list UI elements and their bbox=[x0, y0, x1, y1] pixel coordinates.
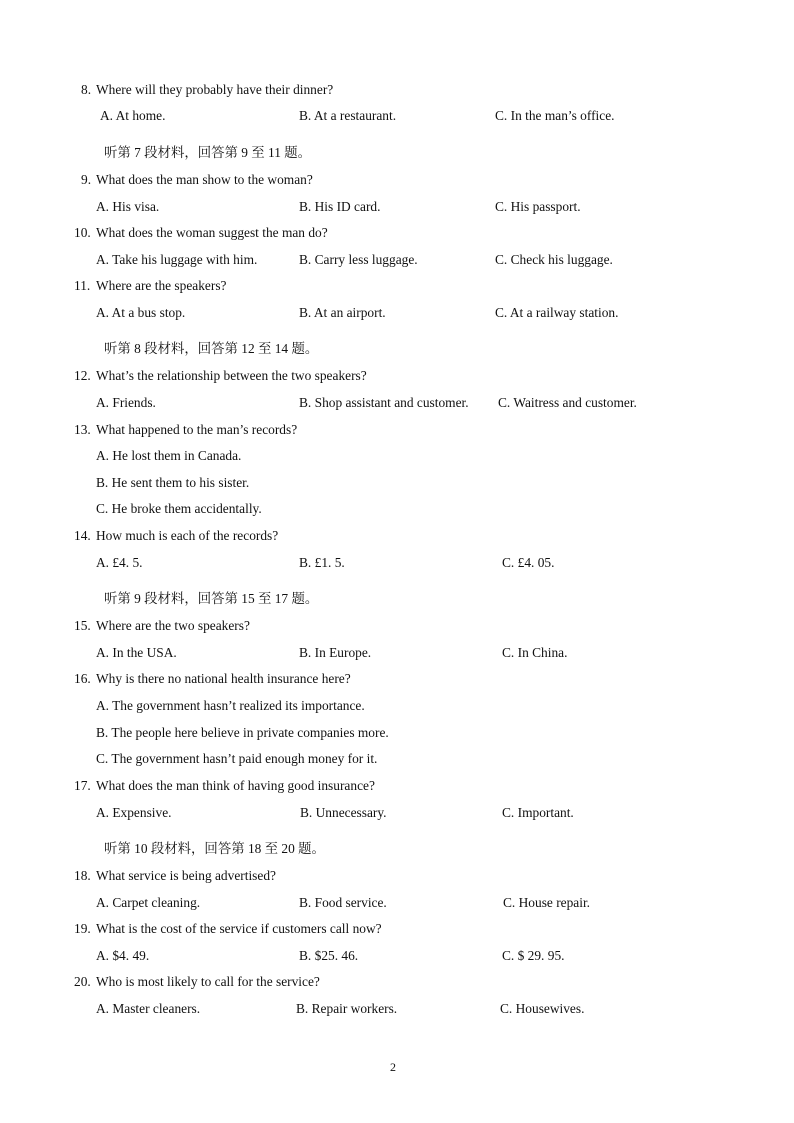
option-b: B. Unnecessary. bbox=[300, 805, 387, 820]
option-b: B. At a restaurant. bbox=[299, 108, 397, 123]
section-instruction: 听第 10 段材料，回答第 18 至 20 题。 bbox=[104, 841, 325, 856]
question-text: What happened to the man’s records? bbox=[96, 422, 298, 437]
option-a: A. Friends. bbox=[96, 395, 156, 410]
option-b: B. At an airport. bbox=[299, 305, 386, 320]
question-number: 10. bbox=[74, 225, 91, 240]
question-number: 8. bbox=[81, 82, 92, 97]
option-a: A. Take his luggage with him. bbox=[96, 252, 258, 267]
question-text: Who is most likely to call for the service? bbox=[96, 974, 320, 989]
option-b: B. His ID card. bbox=[299, 199, 381, 214]
answer-option-line: B. He sent them to his sister. bbox=[96, 475, 250, 490]
option-c: C. Important. bbox=[502, 805, 574, 820]
option-b: B. Food service. bbox=[299, 895, 387, 910]
option-b: B. Shop assistant and customer. bbox=[299, 395, 469, 410]
answer-option-line: A. He lost them in Canada. bbox=[96, 448, 242, 463]
answer-option-line: C. The government hasn’t paid enough money for it. bbox=[96, 751, 378, 766]
section-instruction: 听第 9 段材料，回答第 15 至 17 题。 bbox=[104, 591, 319, 606]
question-number: 17. bbox=[74, 778, 91, 793]
question-text: What does the man think of having good insurance? bbox=[96, 778, 375, 793]
option-c: C. At a railway station. bbox=[495, 305, 619, 320]
question-text: Where are the two speakers? bbox=[96, 618, 250, 633]
option-a: A. In the USA. bbox=[96, 645, 177, 660]
option-c: C. In China. bbox=[502, 645, 568, 660]
option-a: A. At a bus stop. bbox=[96, 305, 186, 320]
answer-option-line: B. The people here believe in private companies more. bbox=[96, 725, 389, 740]
question-text: What’s the relationship between the two speakers? bbox=[96, 368, 367, 383]
question-number: 20. bbox=[74, 974, 91, 989]
question-text: What does the woman suggest the man do? bbox=[96, 225, 328, 240]
question-number: 12. bbox=[74, 368, 91, 383]
answer-option-line: C. He broke them accidentally. bbox=[96, 501, 262, 516]
question-number: 13. bbox=[74, 422, 91, 437]
option-c: C. Check his luggage. bbox=[495, 252, 613, 267]
option-c: C. His passport. bbox=[495, 199, 581, 214]
question-text: How much is each of the records? bbox=[96, 528, 279, 543]
question-text: Why is there no national health insurance here? bbox=[96, 671, 351, 686]
option-c: C. House repair. bbox=[503, 895, 591, 910]
option-b: B. In Europe. bbox=[299, 645, 372, 660]
question-number: 19. bbox=[74, 921, 91, 936]
option-c: C. Housewives. bbox=[500, 1001, 585, 1016]
answer-option-line: A. The government hasn’t realized its importance. bbox=[96, 698, 365, 713]
question-text: What service is being advertised? bbox=[96, 868, 276, 883]
option-c: C. £4. 05. bbox=[502, 555, 555, 570]
option-b: B. Repair workers. bbox=[296, 1001, 398, 1016]
question-text: Where are the speakers? bbox=[96, 278, 227, 293]
question-text: What is the cost of the service if customers call now? bbox=[96, 921, 382, 936]
option-a: A. £4. 5. bbox=[96, 555, 143, 570]
question-number: 18. bbox=[74, 868, 91, 883]
option-c: C. $ 29. 95. bbox=[502, 948, 565, 963]
option-a: A. Expensive. bbox=[96, 805, 172, 820]
option-b: B. £1. 5. bbox=[299, 555, 345, 570]
question-text: Where will they probably have their dinner? bbox=[96, 82, 334, 97]
option-a: A. His visa. bbox=[96, 199, 160, 214]
question-number: 9. bbox=[81, 172, 92, 187]
page-number: 2 bbox=[390, 1060, 396, 1074]
option-a: A. At home. bbox=[100, 108, 166, 123]
option-c: C. In the man’s office. bbox=[495, 108, 615, 123]
question-number: 11. bbox=[74, 278, 91, 293]
section-instruction: 听第 8 段材料，回答第 12 至 14 题。 bbox=[104, 341, 319, 356]
option-a: A. Carpet cleaning. bbox=[96, 895, 201, 910]
option-a: A. Master cleaners. bbox=[96, 1001, 201, 1016]
question-number: 15. bbox=[74, 618, 91, 633]
option-a: A. $4. 49. bbox=[96, 948, 150, 963]
question-text: What does the man show to the woman? bbox=[96, 172, 313, 187]
question-number: 16. bbox=[74, 671, 91, 686]
question-number: 14. bbox=[74, 528, 91, 543]
section-instruction: 听第 7 段材料，回答第 9 至 11 题。 bbox=[104, 145, 312, 160]
option-c: C. Waitress and customer. bbox=[498, 395, 637, 410]
option-b: B. $25. 46. bbox=[299, 948, 359, 963]
option-b: B. Carry less luggage. bbox=[299, 252, 418, 267]
